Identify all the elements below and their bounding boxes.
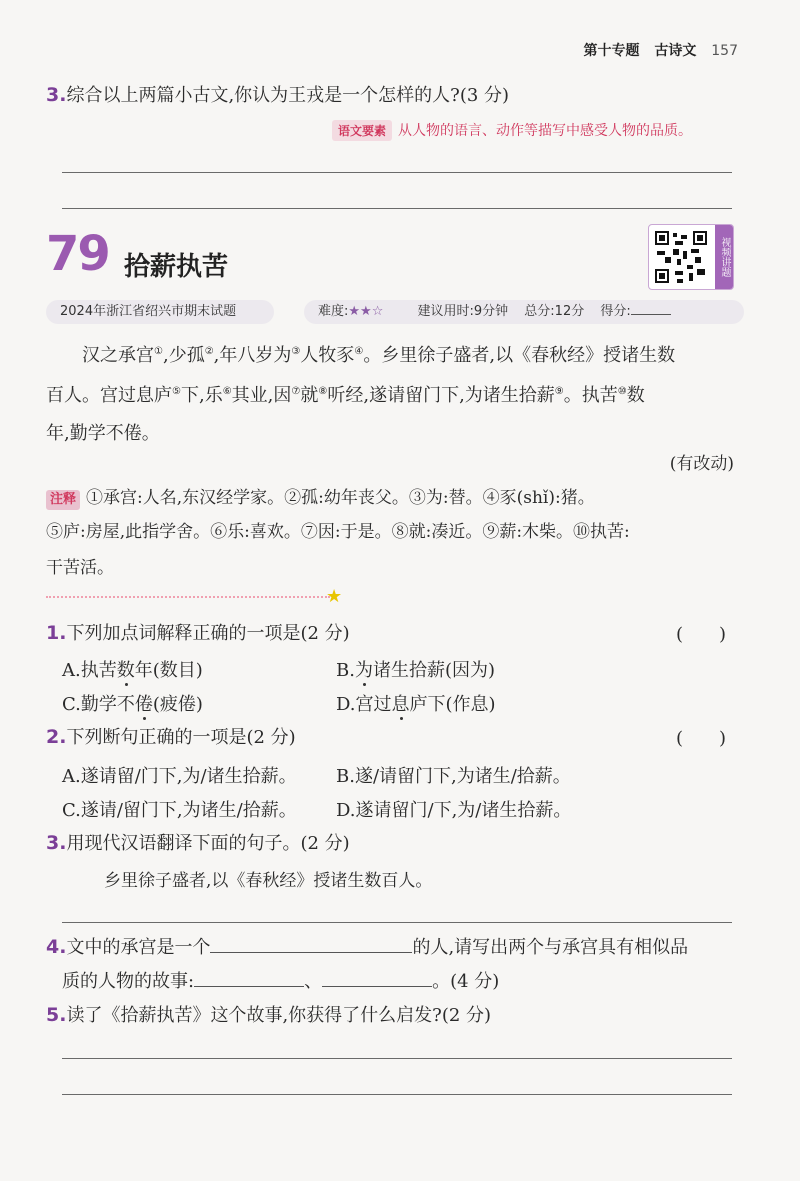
q1-option-b[interactable]: B.为诸生拾薪(因为) [336,660,495,681]
star-icon: ★ [326,586,343,607]
notes-line-1: 注释 ①承宫:人名,东汉经学家。②孤:幼年丧父。③为:替。④豕(shǐ):猪。 [46,480,595,516]
section-label: 第十专题 [583,43,640,59]
question-4: 4.文中的承宫是一个 的人,请写出两个与承宫具有相似品 [46,936,689,958]
page-number: 157 [711,43,738,59]
answer-line[interactable] [62,922,732,923]
q1-option-a[interactable]: A.执苦数年(数目) [62,660,203,681]
question-4-line-2: 质的人物的故事: 、 。(4 分) [62,968,499,995]
skill-hint-text: 从人物的语言、动作等描写中感受人物的品质。 [398,123,693,139]
translate-sentence: 乡里徐子盛者,以《春秋经》授诸生数百人。 [104,871,433,891]
page-header [574,40,738,60]
answer-line[interactable] [62,1094,732,1095]
question-number: 3. [46,84,67,106]
answer-line[interactable] [62,1058,732,1059]
q1-option-d[interactable]: D.宫过息庐下(作息) [336,694,496,715]
time-label: 建议用时:9分钟 [417,304,509,319]
passage-line-2: 百人。宫过息庐⑤下,乐⑥其业,因⑦就⑧听经,遂请留门下,为诸生拾薪⑨。执苦⑩数 [46,385,645,406]
question-2: 2.下列断句正确的一项是(2 分) [46,726,296,748]
answer-paren-1[interactable]: ( ) [676,624,727,645]
answer-paren-2[interactable]: ( ) [676,728,727,749]
q2-option-a[interactable]: A.遂请留/门下,为/诸生拾薪。 [62,766,297,787]
question-text: 综合以上两篇小古文,你认为王戎是一个怎样的人?(3 分) [66,85,510,106]
answer-blank[interactable] [322,968,432,987]
lesson-title: 拾薪执苦 [124,252,229,282]
prev-question-3 [46,82,509,109]
score-blank[interactable] [631,300,671,315]
answer-line[interactable] [62,208,732,209]
video-qr-code[interactable] [648,224,734,290]
notes-tag: 注释 [46,490,80,510]
question-3: 3.用现代汉语翻译下面的句子。(2 分) [46,832,350,854]
info-bar [46,300,730,324]
difficulty-stars: ★★☆ [348,304,384,319]
total-label: 总分:12分 [524,304,585,319]
question-5: 5.读了《拾薪执苦》这个故事,你获得了什么启发?(2 分) [46,1004,492,1026]
section-divider [46,596,330,600]
topic-label: 古诗文 [654,43,697,59]
answer-line[interactable] [62,172,732,173]
q1-option-c[interactable]: C.勤学不倦(疲倦) [62,694,203,715]
skill-hint [332,120,692,141]
answer-blank[interactable] [210,934,412,953]
difficulty-label: 难度: [318,304,349,319]
source-pill: 2024年浙江省绍兴市期末试题 [46,300,274,324]
q2-option-b[interactable]: B.遂/请留门下,为诸生/拾薪。 [336,766,571,787]
notes-line-3: 干苦活。 [46,558,114,578]
qr-tab-label: 视频讲题 [715,225,733,289]
notes-line-2: ⑤庐:房屋,此指学舍。⑥乐:喜欢。⑦因:于是。⑧就:凑近。⑨薪:木柴。⑩执苦: [46,522,630,542]
skill-badge: 语文要素 [332,120,392,141]
passage-line-1: 汉之承宫①,少孤②,年八岁为③人牧豕④。乡里徐子盛者,以《春秋经》授诸生数 [82,345,676,366]
lesson-number: 79 [46,226,109,282]
qr-code-icon [653,229,709,285]
answer-blank[interactable] [194,968,304,987]
adapted-note: (有改动) [669,454,734,474]
meta-pill [304,300,744,324]
q2-option-c[interactable]: C.遂请/留门下,为诸生/拾薪。 [62,800,297,821]
score-label: 得分: [600,304,631,319]
passage-line-3: 年,勤学不倦。 [46,423,160,444]
question-1: 1.下列加点词解释正确的一项是(2 分) [46,622,350,644]
q2-option-d[interactable]: D.遂请留门/下,为/诸生拾薪。 [336,800,572,821]
